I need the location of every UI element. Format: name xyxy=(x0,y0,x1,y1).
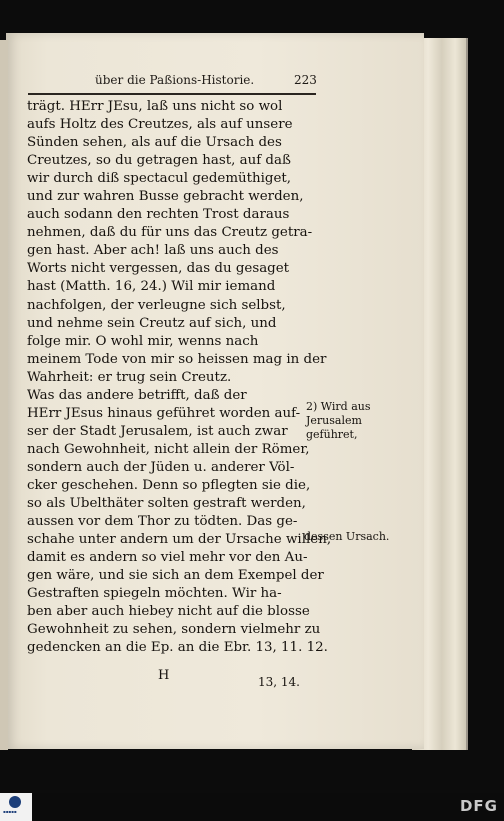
text-line: gen hast. Aber ach! laß uns auch des xyxy=(27,243,279,259)
text-line: Worts nicht vergessen, das du gesaget xyxy=(27,261,290,277)
book-gutter xyxy=(0,40,8,750)
text-line: gen wäre, und sie sich an dem Exempel der xyxy=(27,568,324,584)
text-line: Creutzes, so du getragen hast, auf daß xyxy=(27,153,291,169)
margin-note-line: 2) Wird aus xyxy=(306,400,371,413)
text-line: wir durch diß spectacul gedemüthiget, xyxy=(27,171,292,187)
text-line: nach Gewohnheit, nicht allein der Römer, xyxy=(27,441,310,457)
library-logo xyxy=(0,793,32,821)
text-line: aufs Holtz des Creutzes, als auf unsere xyxy=(27,117,293,133)
text-line: nachfolgen, der verleugne sich selbst, xyxy=(27,297,286,313)
text-line: cker geschehen. Denn so pflegten sie die, xyxy=(27,477,311,493)
text-line: ben aber auch hiebey nicht auf die blosse xyxy=(27,604,310,620)
text-line: sondern auch der Jüden u. anderer Völ- xyxy=(27,459,295,475)
text-line: und nehme sein Creutz auf sich, und xyxy=(27,315,277,331)
page-number: 223 xyxy=(294,73,317,87)
text-line: gedencken an die Ep. an die Ebr. 13, 11. 12. xyxy=(27,640,328,656)
text-line: Was das andere betrifft, daß der xyxy=(27,387,247,403)
text-line: nehmen, daß du für uns das Creutz getra- xyxy=(27,225,313,241)
body-text xyxy=(27,98,332,657)
text-line: Gestraften spiegeln möchten. Wir ha- xyxy=(27,586,282,602)
library-logo-mark: ▪▪▪▪▪ xyxy=(3,809,17,814)
dfg-watermark: DFG xyxy=(459,797,498,815)
text-line: damit es andern so viel mehr vor den Au- xyxy=(27,550,308,566)
text-line: Sünden sehen, als auf die Ursach des xyxy=(27,135,282,151)
text-line: auch sodann den rechten Trost daraus xyxy=(27,207,290,223)
text-line: hast (Matth. 16, 24.) Wil mir iemand xyxy=(27,279,276,295)
text-line: Wahrheit: er trug sein Creutz. xyxy=(27,369,232,385)
text-line: trägt. HErr JEsu, laß uns nicht so wol xyxy=(27,99,283,114)
text-line: schahe unter andern um der Ursache willen, xyxy=(27,532,332,548)
text-line: so als Ubelthäter solten gestraft werden, xyxy=(27,496,306,512)
running-head: über die Paßions-Historie. xyxy=(95,73,255,87)
text-line: HErr JEsus hinaus geführet worden auf- xyxy=(27,405,301,421)
header-rule xyxy=(28,93,316,95)
text-line: aussen vor dem Thor zu tödten. Das ge- xyxy=(27,514,298,530)
margin-note-line: Jerusalem xyxy=(306,414,362,427)
text-line: folge mir. O wohl mir, wenns nach xyxy=(27,333,259,349)
margin-note-2: dessen Ursach. xyxy=(304,530,390,543)
catchword: 13, 14. xyxy=(258,675,300,689)
text-line: meinem Tode von mir so heissen mag in der xyxy=(27,351,327,367)
library-logo-icon xyxy=(9,796,21,808)
margin-note-1 xyxy=(306,400,371,442)
text-line: ser der Stadt Jerusalem, ist auch zwar xyxy=(27,423,288,439)
text-line: Gewohnheit zu sehen, sondern vielmehr zu xyxy=(27,622,321,638)
text-line: und zur wahren Busse gebracht werden, xyxy=(27,189,304,205)
margin-note-line: geführet, xyxy=(306,428,358,441)
signature-mark: H xyxy=(158,668,170,683)
